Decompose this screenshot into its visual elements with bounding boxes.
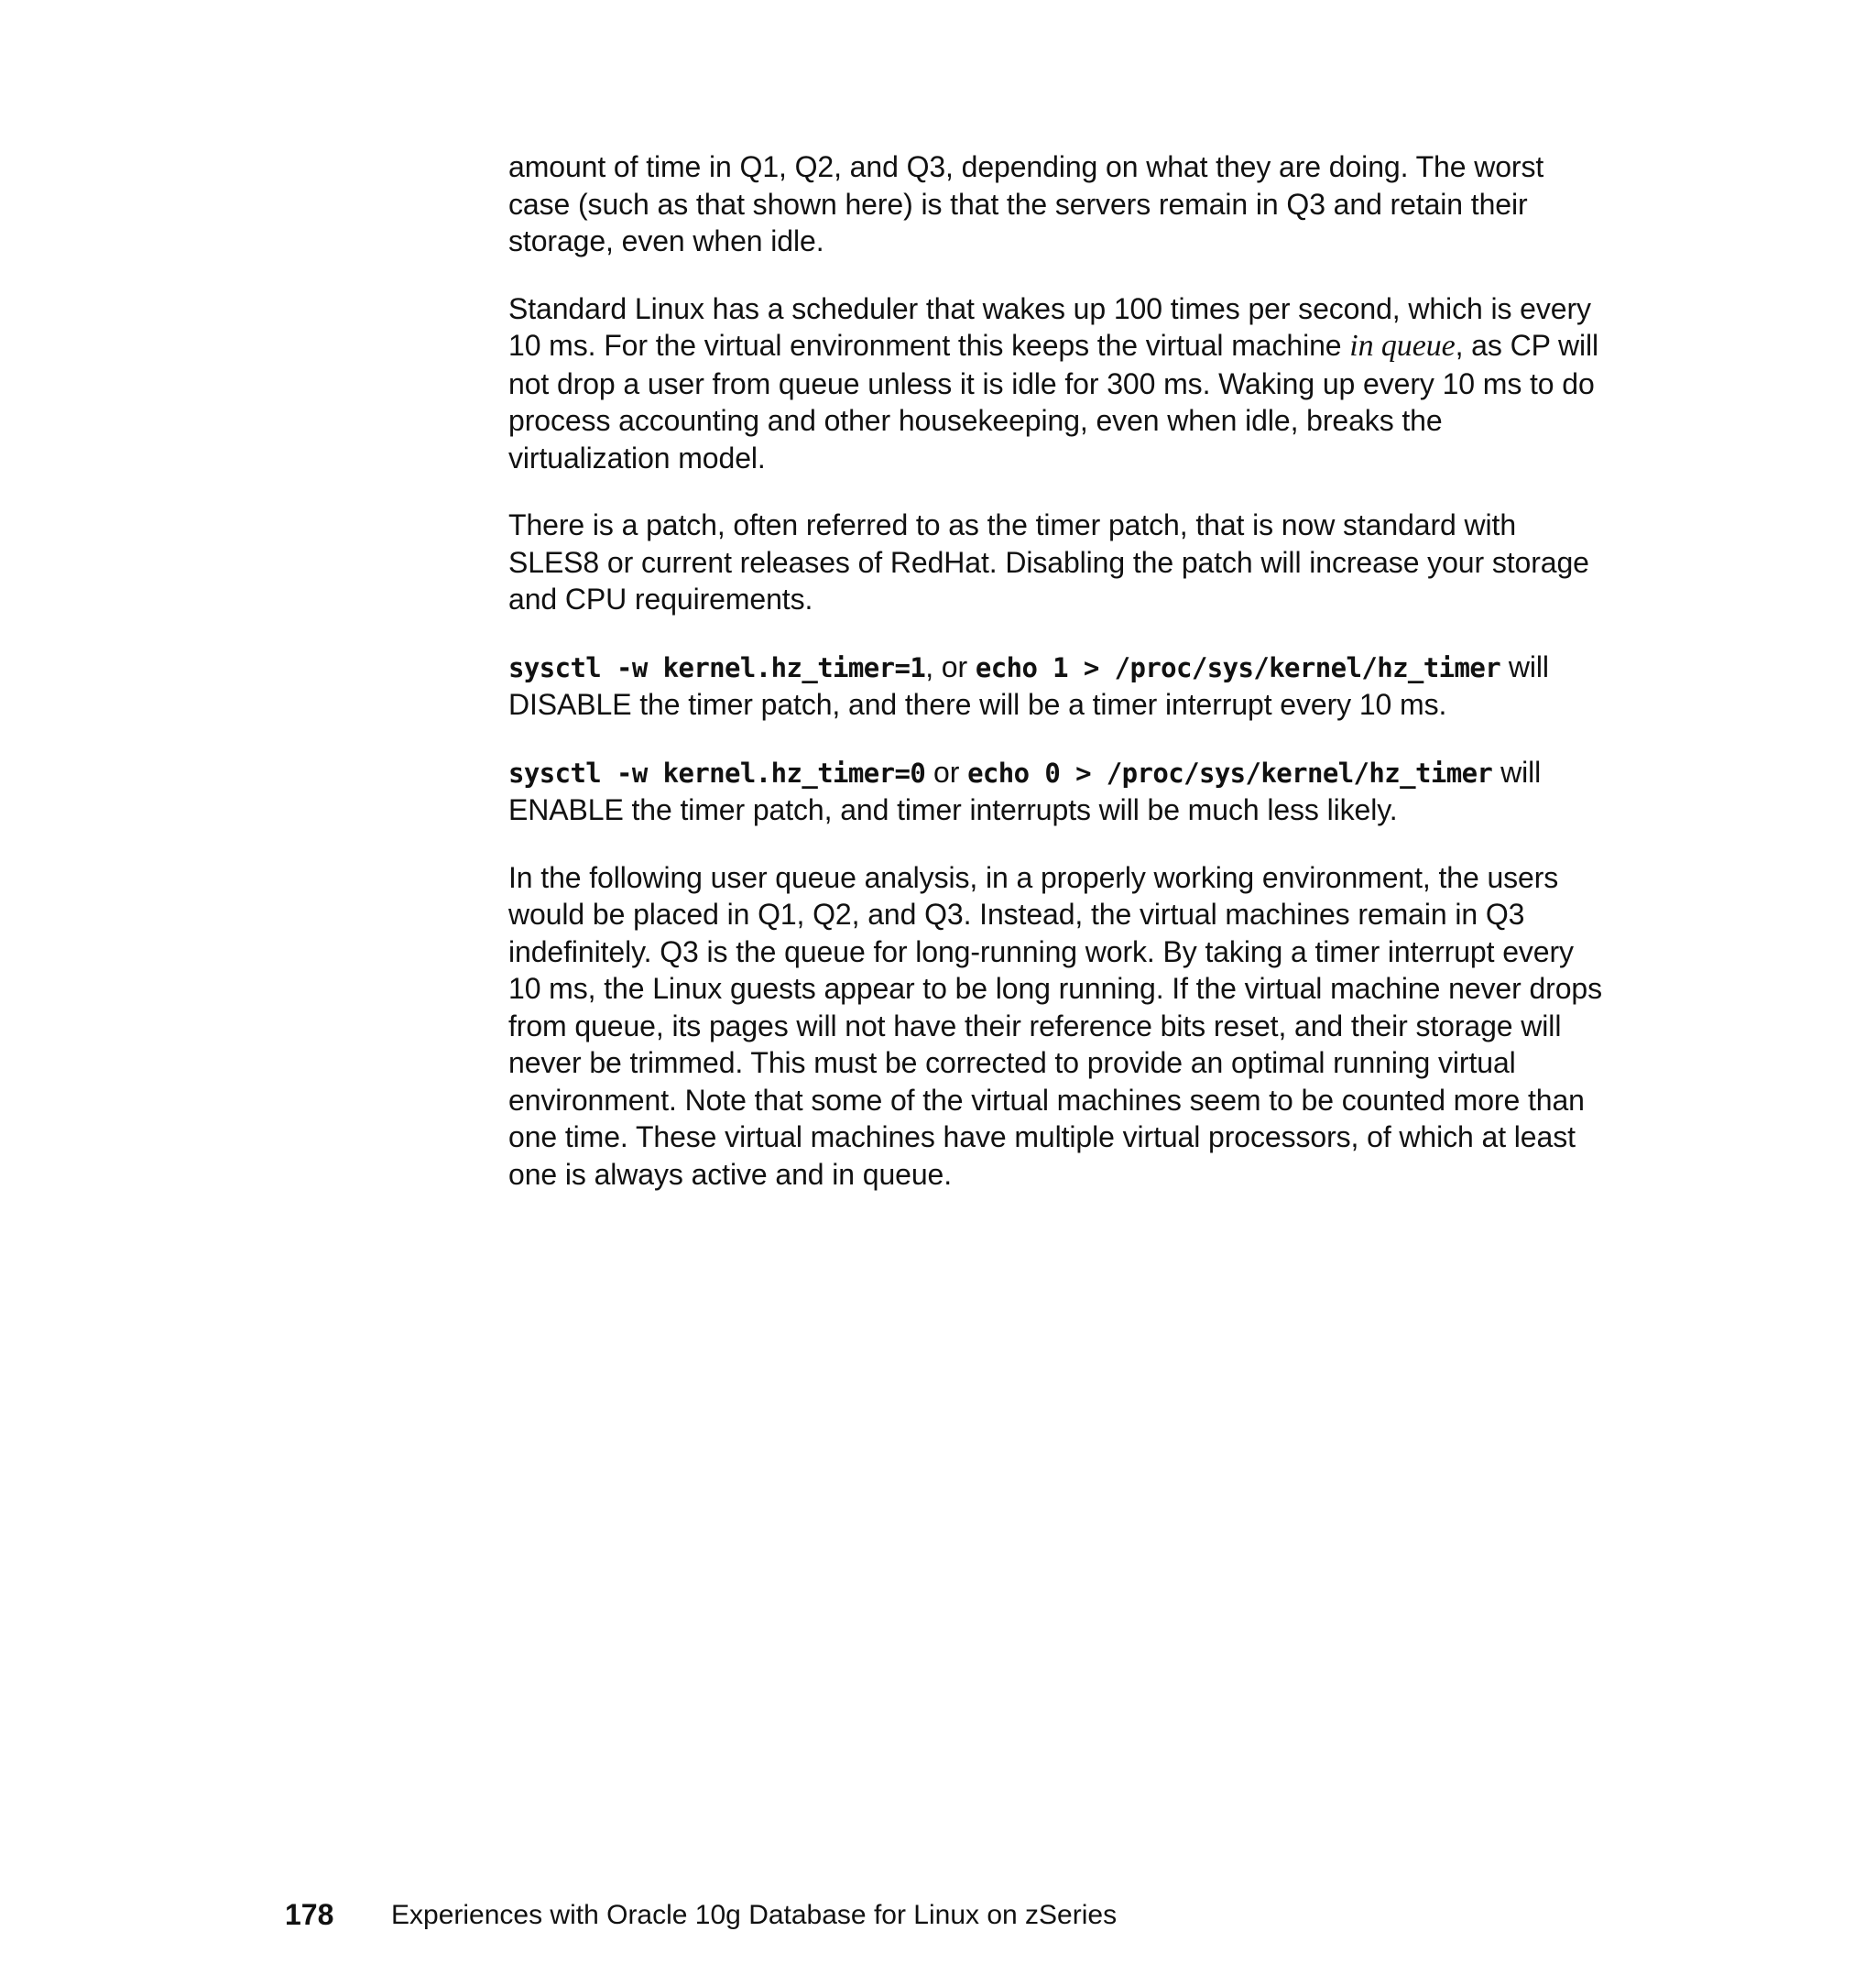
paragraph-text: amount of time in Q1, Q2, and Q3, depending on what they are doing. The worst case (such as that shown here) is that the servers remain in Q3 and retain their storage, even when idle. — [508, 150, 1544, 257]
code-command: echo 0 > /proc/sys/kernel/hz_timer — [967, 757, 1493, 789]
italic-term: in queue — [1349, 329, 1456, 363]
paragraph-text: , or — [925, 649, 976, 683]
paragraph-text: , as CP will not drop a user from queue unless it is idle for 300 ms. Waking up every 10 ms to do process accounting and other housekeeping, even when idle, breaks the virtualization model. — [508, 329, 1599, 475]
paragraph-scheduler — [508, 290, 1608, 477]
paragraph-worst-case — [508, 148, 1608, 260]
code-command: sysctl -w kernel.hz_timer=0 — [508, 757, 926, 789]
paragraph-text: In the following user queue analysis, in a properly working environment, the users would be placed in Q1, Q2, and Q3. Instead, the virtual machines remain in Q3 indefinitely. Q3 is the queue for long-running work. By taking a timer interrupt every 10 ms, the Linux guests appear to be long running. If the virtual machine never drops from queue, its pages will not have their reference bits reset, and their storage will never be trimmed. This must be corrected to provide an optimal running virtual environment. Note that some of the virtual machines seem to be counted more than one time. These virtual machines have multiple virtual processors, of which at least one is always active and in queue. — [508, 860, 1603, 1191]
paragraph-queue-analysis — [508, 859, 1608, 1194]
paragraph-text: will DISABLE the timer patch, and there will be a timer interrupt every 10 ms. — [508, 649, 1549, 721]
paragraph-text: or — [925, 755, 968, 789]
paragraph-timer-patch — [508, 507, 1608, 618]
code-command: echo 1 > /proc/sys/kernel/hz_timer — [975, 651, 1501, 683]
paragraph-text: will ENABLE the timer patch, and timer interrupts will be much less likely. — [508, 755, 1542, 826]
paragraph-text: There is a patch, often referred to as the timer patch, that is now standard with SLES8 or current releases of RedHat. Disabling the patch will increase your storage and CPU requirements. — [508, 508, 1589, 616]
book-title: Experiences with Oracle 10g Database for Linux on zSeries — [391, 1900, 1118, 1930]
paragraph-text: Standard Linux has a scheduler that wakes up 100 times per second, which is every 10 ms. For the virtual environment this keeps the virtual machine — [508, 291, 1591, 362]
code-command: sysctl -w kernel.hz_timer=1 — [508, 651, 926, 683]
paragraph-enable-patch — [508, 754, 1608, 829]
page-footer — [0, 1898, 1876, 1944]
paragraph-disable-patch — [508, 649, 1608, 724]
page-number: 178 — [285, 1898, 334, 1931]
body-text — [508, 148, 1608, 1223]
